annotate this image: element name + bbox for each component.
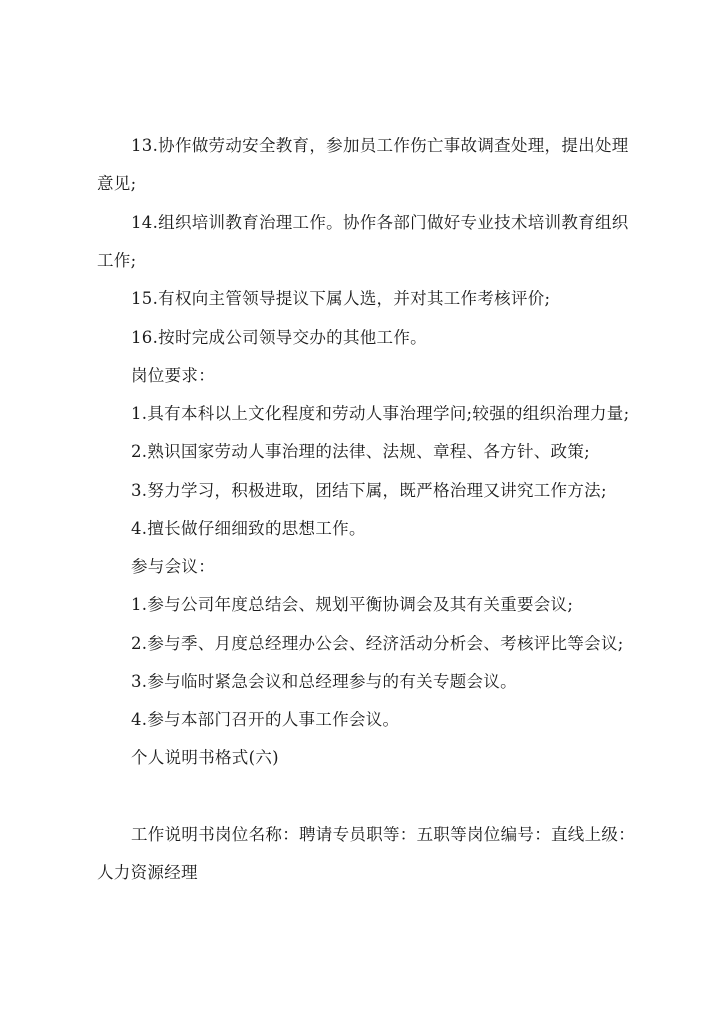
paragraph-line: 工作; (97, 251, 137, 270)
paragraph-line: 14.组织培训教育治理工作。协作各部门做好专业技术培训教育组织 (131, 213, 629, 232)
paragraph-line: 意见; (97, 174, 137, 193)
paragraph-line: 13.协作做劳动安全教育，参加员工作伤亡事故调查处理，提出处理 (131, 136, 629, 155)
list-item: 4.擅长做仔细细致的思想工作。 (131, 519, 366, 538)
list-item: 4.参与本部门召开的人事工作会议。 (131, 710, 400, 729)
list-item: 3.努力学习，积极进取，团结下属，既严格治理又讲究工作方法; (131, 481, 607, 500)
paragraph-line: 16.按时完成公司领导交办的其他工作。 (131, 328, 427, 347)
paragraph-line: 人力资源经理 (97, 863, 198, 882)
list-item: 2.熟识国家劳动人事治理的法律、法规、章程、各方针、政策; (131, 442, 591, 461)
list-item: 1.具有本科以上文化程度和劳动人事治理学问;较强的组织治理力量; (131, 404, 630, 423)
section-heading: 参与会议： (131, 557, 215, 576)
list-item: 1.参与公司年度总结会、规划平衡协调会及其有关重要会议; (131, 595, 574, 614)
list-item: 2.参与季、月度总经理办公会、经济活动分析会、考核评比等会议; (131, 634, 624, 653)
list-item: 3.参与临时紧急会议和总经理参与的有关专题会议。 (131, 672, 517, 691)
paragraph-line: 15.有权向主管领导提议下属人选，并对其工作考核评价; (131, 289, 551, 308)
paragraph-line: 工作说明书岗位名称：聘请专员职等：五职等岗位编号：直线上级： (131, 825, 635, 844)
document-title: 个人说明书格式(六) (131, 748, 279, 767)
section-heading: 岗位要求： (131, 366, 215, 385)
